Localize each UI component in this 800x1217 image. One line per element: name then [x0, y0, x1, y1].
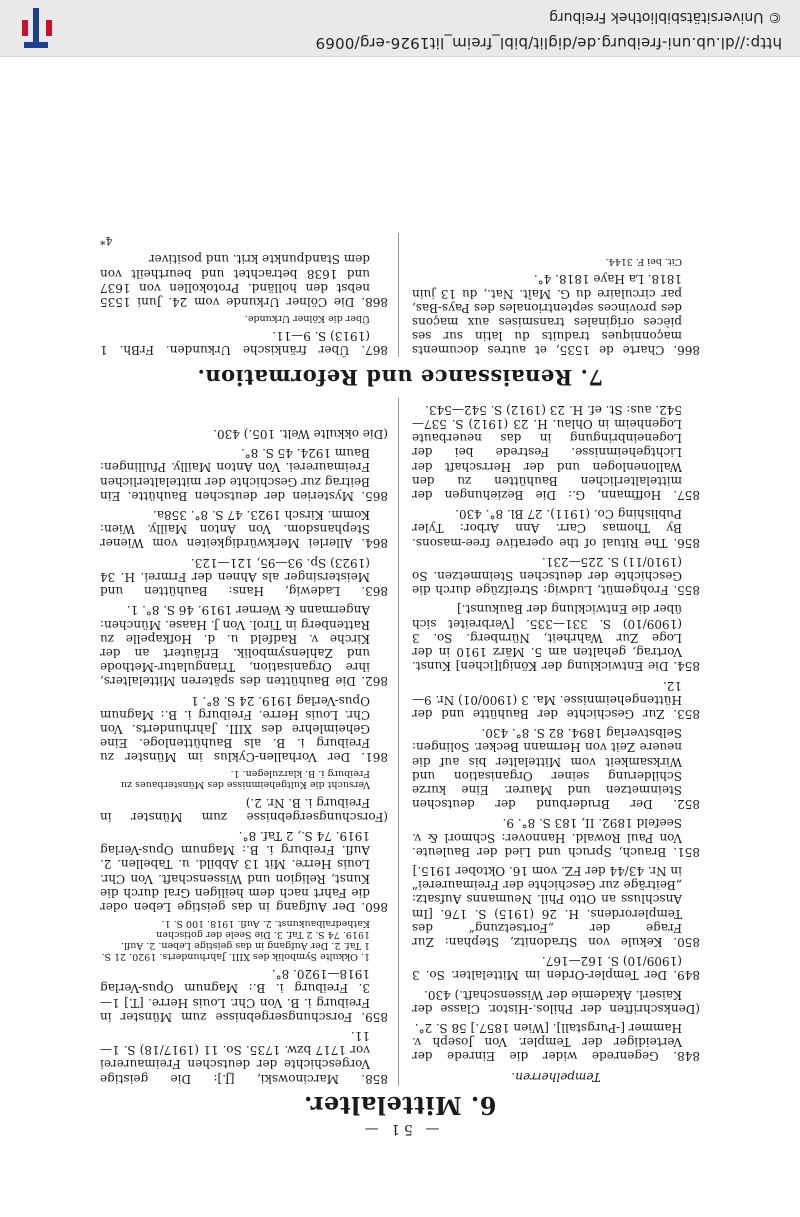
entry-number: 854.	[673, 659, 700, 674]
entries-col2	[100, 427, 388, 1086]
entry-text: Cit. bei F. 3144.	[605, 256, 682, 268]
entry-text: (Die okkulte Welt. 105.) 430.	[213, 427, 388, 442]
entry-text: Der Bruderbund der deutschen Steinmetzen und Maurer. Eine kurze Schilderung seiner Organisation und Wirksamkeit vom Mittelalter bis auf die neuere Zeit von Hermann Becker. Solingen: Selbstverlag 1894. 82 S. 8°. 430.	[412, 726, 682, 812]
entry-text: Über die Kölner Urkunde.	[244, 313, 370, 325]
viewer-toolbar-rotated	[0, 0, 800, 56]
bibliography-entry	[412, 816, 700, 859]
entry-number: 855.	[673, 583, 700, 598]
bibliography-entry	[412, 602, 700, 673]
entries-col4	[100, 252, 388, 357]
entry-number: 860.	[361, 899, 388, 914]
entry-text: Zur Geschichte der Bauhütte und der Hüttengeheimnisse. Ma. 3 (1900/01) Nr. 9—12.	[412, 678, 682, 721]
entry-text: The Ritual of the operative free-masons. By Thomas Carr. Ann Arbor: Tyler Publishing Co. (1911). 27 Bl. 8°. 430.	[412, 507, 682, 550]
page-url[interactable]: http://dl.ub.uni-freiburg.de/diglit/bibl_freim_lit1926-erg/0069	[315, 34, 782, 52]
entry-number: 865.	[361, 488, 388, 503]
bibliography-entry	[412, 678, 700, 721]
entry-number: 861.	[361, 750, 388, 765]
entry-number: 850.	[673, 934, 700, 949]
lower-columns	[100, 233, 700, 357]
entry-text: Die Entwicklung der Königl[ichen] Kunst. Vortrag, gehalten am 5. März 1910 in der Loge Zur Wahrheit, Nürnberg. So. 3 (1909/10) S. 331—335. [Verbreitet sich über die Entwicklung der Baukunst.]	[412, 602, 682, 674]
entry-text: Versucht die Kultgeheimnisse des Münsterbaues zu Freiburg i. B. klarzulegen. 1.	[120, 768, 370, 791]
bibliography-entry	[100, 967, 388, 1024]
bibliography-entry	[412, 864, 700, 949]
entry-text: Forschungsergebnisse zum Münster in Freiburg i. B. Von Chr. Louis Herre. [T.] 1—3. Freiburg i. B.: Magnum Opus-Verlag 1918—1920. 8°.	[100, 967, 370, 1024]
bibliography-entry	[100, 603, 388, 688]
viewer-toolbar	[0, 0, 800, 57]
entry-text: Charte de 1535, et autres documents maçonniques traduits du latin sur ses pièces originales transmises aux maçons des provinces septentrionales des Pays-Bas, par circulaire du G. Maît. Nat., du 13 juin 1818. La Haye 1818. 4°.	[412, 272, 682, 358]
bibliography-entry	[412, 987, 700, 1015]
entry-number: 859.	[361, 1009, 388, 1024]
column-lower-left	[402, 233, 700, 357]
entry-text: Gegenrede wider die Einrede der Verteidiger der Templer. Von Joseph v. Hammer [-Purgstall]. [Wien 1857.] 58 S. 2°.	[412, 1020, 682, 1064]
bibliography-entry	[100, 1029, 388, 1086]
entry-text: Mysterien der deutschen Bauhütte. Ein Beitrag zur Geschichte der mittelalterlichen Freimaurerei. Von Anton Mailly. Pfullingen: Baum 1924. 45 S. 8°.	[100, 446, 370, 503]
entry-number: 853.	[673, 706, 700, 721]
entry-text: Hoffmann, G.: Die Beziehungen der mittelalterlichen Bauhütten zu den Wallonenlogen und der Herrschaft der Lichtgeheimnisse. Festrede bei der Logeneinbringung in das neuerbaute Logenheim in Ohlau. H. 23 (1912) S. 537—542. aus: St. ef. H. 23 (1912) S. 542—543.	[412, 402, 682, 503]
entry-text: Der Vorhallen-Cyklus im Münster zu Freiburg i. B. als Bauhüttenloge. Eine Geheimlehre des XIII. Jahrhunderts. Von Chr. Louis Herre. Freiburg i. B.: Magnum Opus-Verlag 1919. 24 S. 8°. 1	[100, 693, 370, 765]
entry-number: 866.	[673, 343, 700, 358]
entry-text: Die Cölner Urkunde vom 24. Juni 1535 nebst den holländ. Protokollen von 1637 und 1638 betrachtet und beurtheilt von dem Standpunkte krit. und positiver	[100, 252, 370, 310]
entry-note	[100, 313, 388, 324]
entry-number: 848.	[673, 1049, 700, 1064]
entry-number: 863.	[361, 584, 388, 599]
entry-note	[100, 768, 388, 790]
entry-number: 864.	[361, 536, 388, 551]
bibliography-entry	[412, 403, 700, 502]
bibliography-entry	[412, 555, 700, 598]
entry-text: Der Templer-Orden im Mittelalter. So. 3 (1909/10) S. 162—167.	[412, 954, 682, 983]
entry-text: Über fränkische Urkunden. FrBh. 1 (1913) S. 9—11.	[100, 329, 370, 358]
entry-text: Ladewig, Hans: Bauhütten und Meistersinger als Ahnen der Frmrei. H. 34 (1923) Sp. 93—95, 121—123.	[100, 555, 370, 599]
entries-col1	[412, 403, 700, 1064]
entry-note	[100, 918, 388, 962]
copyright-notice: © Universitätsbibliothek Freiburg	[549, 9, 782, 25]
entry-text: Der Aufgang in das geistige Leben oder die Fahrt nach dem heiligen Gral durch die Kunst, Religion und Wissenschaft. Von Chr. Louis Herre. Mit 13 Abbild. u. Tabellen. 2. Aufl. Freiburg i. B.: Magnum Opus-Verlag 1919. 74 S., 2 Taf. 8°.	[100, 828, 370, 914]
entry-number: 868.	[361, 295, 388, 310]
scanned-page	[100, 176, 700, 1136]
entry-number: 849.	[673, 968, 700, 983]
entry-number: 867.	[361, 343, 388, 358]
section-title-renaissance: 7. Renaissance und Reformation.	[197, 364, 603, 390]
column-left	[402, 398, 700, 1086]
entry-number: 856.	[673, 535, 700, 550]
bibliography-entry	[100, 427, 388, 441]
entry-text: 1. Okkulte Symbolik des XIII. Jahrhunderts. 1920. 21 S. 1 Taf. 2. Der Aufgang in das geistige Leben. 2. Aufl. 1919. 74 S. 2 Taf. 3. Die Seele der gotischen Kathedralbaukunst. 2. Aufl. 1918. 100 S. 1.	[101, 917, 370, 962]
entry-number: 858.	[361, 1071, 388, 1086]
entry-text: Brauch, Spruch und Lied der Bauleute. Von Paul Rowald. Hannover: Schmorl & v. Seefeld 1892. II, 183 S. 8°. 9.	[412, 816, 682, 859]
section-title-mittelalter: 6. Mittelalter.	[303, 1090, 497, 1120]
entry-text: Frohgemüt, Ludwig: Streifzüge durch die Geschichte der deutschen Steinmetzen. So (1910/11) S. 225—231.	[412, 554, 682, 598]
bibliography-entry	[100, 252, 388, 309]
entry-number: 857.	[673, 488, 700, 503]
entry-text: (Denkschriften der Philos.-Histor. Classe der Kaiserl. Akademie der Wissenschaft.) 430.	[412, 987, 700, 1016]
bibliography-entry	[412, 507, 700, 550]
bibliography-entry	[412, 272, 700, 357]
ub-freiburg-logo-icon[interactable]	[18, 8, 56, 48]
column-right	[100, 398, 399, 1086]
entry-text: Allerlei Merkwürdigkeiten vom Wiener Stephansdom. Von Anton Mailly. Wien: Komm. Kirsch 1923. 47 S. 8°. 358a.	[100, 508, 370, 551]
bibliography-entry	[412, 1021, 700, 1064]
bibliography-entry	[412, 954, 700, 982]
page-number: — 51 —	[360, 1121, 440, 1137]
bibliography-entry	[100, 508, 388, 551]
scanned-page-area	[0, 56, 800, 1217]
bibliography-entry	[100, 446, 388, 503]
entry-text: (Forschungsergebnisse zum Münster in Freiburg i. B. Nr. 2.)	[100, 795, 388, 824]
bibliography-entry	[412, 726, 700, 811]
bibliography-entry	[100, 329, 388, 357]
entry-number: 851.	[673, 844, 700, 859]
upper-columns	[100, 398, 700, 1086]
entry-number: 862.	[361, 674, 388, 689]
entry-text: Marcinowski, [J.]: Die geistige Vorgeschichte der deutschen Freimaurerei vor 1717 bzw. 1735. So. 11 (1917/18) S. 1—11.	[100, 1028, 370, 1086]
entry-note	[412, 256, 700, 267]
entry-number: 852.	[673, 797, 700, 812]
entries-col3	[412, 256, 700, 357]
entry-text: Die Bauhütten des späteren Mittelalters, ihre Organisation, Triangulatur-Methode und Zahlensymbolik. Erläutert an der Kirche v. Radfeld u. d. Hofkapelle zu Rattenberg in Tirol. Von J. Haase. München: Angermann & Werner 1919. 46 S. 8°. 1.	[100, 603, 370, 689]
column-lower-right	[100, 233, 399, 357]
entry-text: Kekule von Stradonitz, Stephan: Zur Frage der „Fortsetzung“ des Templerordens. H. 26 (1915) S. 176. [Im Anschluss an Otto Phil. Neumanns Aufsatz: „Beiträge zur Geschichte der Freimaurerei“ in Nr. 43/44 der FZ. vom 16. Oktober 1915.]	[412, 863, 682, 949]
signature-mark: 4*	[100, 234, 113, 248]
bibliography-entry	[100, 693, 388, 764]
bibliography-entry	[100, 829, 388, 914]
subheading-templer: Tempelherren.	[511, 1069, 601, 1084]
bibliography-entry	[100, 795, 388, 823]
bibliography-entry	[100, 556, 388, 599]
